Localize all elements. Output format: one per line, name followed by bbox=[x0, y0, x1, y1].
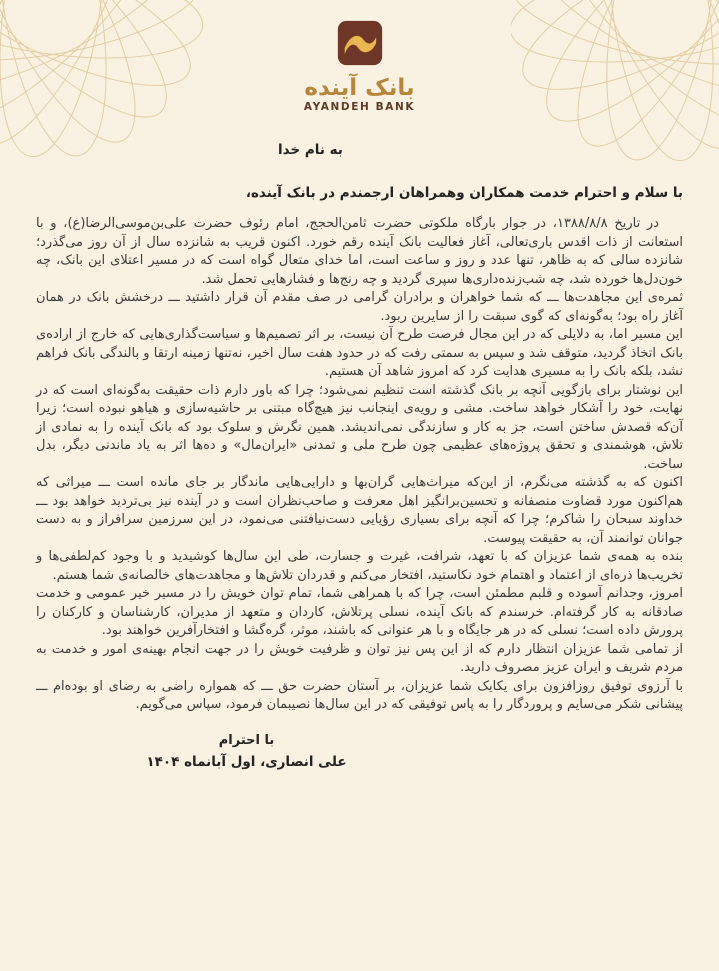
salutation: با سلام و احترام خدمت همکاران وهمراهان ارجمندم در بانک آینده، bbox=[245, 185, 683, 201]
ayandeh-bank-logo-icon bbox=[337, 20, 383, 66]
paragraph: این نوشتار برای بازگویی آنچه بر بانک گذشته است تنظیم نمی‌شود؛ چرا که باور دارم ذات حقیقت به‌گونه‌ای است که در نهایت، خود را آشکار خواهد ساخت. مشی و رویه‌ی اینجانب نیز هیچ‌گاه مبتنی بر حاشیه‌سازی و هیاهو نبوده است؛ زیرا آن‌که قصدش ساختن است، جز به کار و سازندگی نمی‌اندیشد. همین نگرش و سلوک بود که بانک آینده را به نمادی از تلاش، هوشمندی و تحقق پروژه‌های عظیمی چون طرح ملی و تمدنی «ایران‌مال» و ده‌ها اثر به یاد ماندنی دیگر، بدل ساخت. bbox=[36, 382, 683, 472]
signature-name-date: علی انصاری، اول آبانماه ۱۴۰۴ bbox=[146, 753, 347, 770]
bismillah-heading: به نام خدا bbox=[278, 142, 343, 158]
closing-phrase: با احترام bbox=[218, 732, 275, 748]
paragraph: اکنون که به گذشته می‌نگرم، از این‌که میراث‌هایی گران‌بها و دارایی‌هایی ماندگار بر جای مانده است ـــ میراثی که هم‌اکنون مورد قضاوت منصفانه و تحسین‌برانگیز اهل معرفت و صاحب‌نظران است و در آینده نیز بی‌تردید خواهد بود ـــ خداوند سبحان را شاکرم؛ چرا که آنچه برای بسیاری رؤیایی دست‌نیافتنی می‌نمود، در این سرزمین سرافراز و به دست جوانان توانمند آن، به حقیقت پیوست. bbox=[36, 475, 683, 546]
letter-body bbox=[0, 215, 719, 715]
paragraph: بنده به همه‌ی شما عزیزان که با تعهد، شرافت، غیرت و جسارت، طی این سال‌ها کوشیدید و با وجود کم‌لطفی‌ها و تخریب‌ها ذره‌ای از اعتماد و اهتمام خود نکاستید، افتخار می‌کنم و قدردان تلاش‌ها و مجاهدت‌های خالصانه‌ی شما هستم. bbox=[36, 549, 683, 583]
bank-name-english: AYANDEH BANK bbox=[303, 101, 416, 113]
paragraph: امروز، وجدانم آسوده و قلبم مطمئن است، چرا که با همراهی شما، تمام توان خویش را در مسیر خیر عمومی و خدمت صادقانه به کار گرفته‌ام. خرسندم که بانک آینده، نسلی پرتلاش، کاردان و متعهد از مدیران، کارشناسان و کارکنان را پرورش داده است؛ نسلی که در هر جایگاه و با هر عنوانی که باشند، موثر، گره‌گشا و افتخارآفرین خواهند بود. bbox=[36, 586, 683, 638]
paragraph: ثمره‌ی این مجاهدت‌ها ـــ که شما خواهران و برادران گرامی در صف مقدم آن قرار داشتید ـــ درخشش بانک در همان آغاز راه بود؛ به‌گونه‌ای که گوی سبقت را از سایرین ربود. bbox=[36, 290, 683, 324]
paragraph: از تمامی شما عزیزان انتظار دارم که از این پس نیز توان و ظرفیت خویش را در جهت انجام بهینه‌ی امور و خدمت به مردم شریف و ایران عزیز مصروف دارید. bbox=[36, 641, 683, 675]
paragraph: در تاریخ ۱۳۸۸/۸/۸، در جوار بارگاه ملکوتی حضرت ثامن‌الحجج، امام رئوف حضرت علی‌بن‌موسی‌الرضا(ع)، و با استعانت از ذات اقدس باری‌تعالی، آغاز فعالیت بانک آینده رقم خورد. اکنون قریب به شانزده سال از آن روز می‌گذرد؛ شانزده سالی که به ظاهر، تنها عدد و روز و ساعت است، اما خدای متعال گواه است که در مسیر اعتلای این بانک، چه خون‌دل‌ها خورده شد، چه شب‌زنده‌داری‌ها سپری گردید و چه رنج‌ها و فشارهایی تحمل شد. bbox=[36, 216, 683, 287]
signature-block bbox=[104, 731, 389, 773]
letterhead bbox=[0, 0, 719, 114]
paragraph: با آرزوی توفیق روزافزون برای یکایک شما عزیزان، بر آستان حضرت حق ـــ که همواره راضی به رضای او بوده‌ام ـــ پیشانی شکر می‌سایم و پروردگار را به پاس توفیقی که در این سال‌ها نصیبمان فرمود، سپاس می‌گویم. bbox=[36, 678, 683, 712]
bank-name-farsi: بانک آینده bbox=[304, 75, 415, 101]
paragraph: این مسیر اما، به دلایلی که در این مجال فرصت طرح آن نیست، بر اثر تصمیم‌ها و سیاست‌گذاری‌هایی که خارج از اراده‌ی بانک اتخاذ گردید، متوقف شد و سپس به سمتی رفت که در حدود هفت سال اخیر، نه‌تنها زمینه ارتقا و بالندگی بانک فراهم نشد، بلکه بانک را به مسیری هدایت کرد که امروز شاهد آن هستیم. bbox=[36, 327, 683, 379]
